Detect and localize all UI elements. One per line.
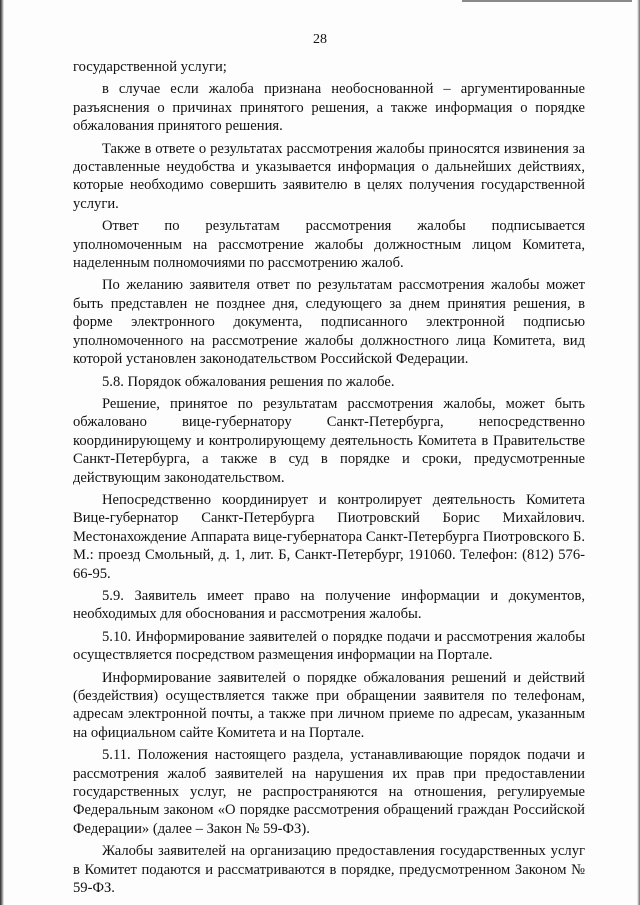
page-number: 28 — [313, 32, 327, 47]
scan-top-mark — [462, 0, 632, 2]
paragraph: Жалобы заявителей на организацию предоставления государственных услуг в Комитет подаются и рассматриваются в порядке, предусмотренном Законом № 59-ФЗ. — [73, 843, 585, 897]
paragraph: в случае если жалоба признана необоснованной – аргументированные разъяснения о причинах принятого решения, а также информация о порядке обжалования принятого решения. — [73, 81, 585, 135]
paragraph: Также в ответе о результатах рассмотрения жалобы приносятся извинения за доставленные неудобства и указывается информация о дальнейших действиях, которые необходимо совершить заявителю в целях получения государственной услуги. — [73, 140, 585, 212]
paragraph: Решение, принятое по результатам рассмотрения жалобы, может быть обжаловано вице-губернатору Санкт-Петербурга, непосредственно координирующему и контролирующему деятельность Комитета в Правительстве Санкт-Петербурга, а также в суд в порядке и сроки, предусмотренные действующим законодательством. — [73, 395, 585, 486]
scan-edge-left — [0, 0, 4, 905]
paragraph-5-11: 5.11. Положения настоящего раздела, устанавливающие порядок подачи и рассмотрения жалоб заявителей на нарушения их прав при предоставлении государственных услуг, не распространяются на отношения, регулируемые Федеральным законом «О порядке рассмотрения обращений граждан Российской Федерации» (далее – Закон № 59-ФЗ). — [73, 747, 585, 837]
section-heading-5-8: 5.8. Порядок обжалования решения по жалобе. — [102, 373, 395, 390]
paragraph: государственной услуги; — [73, 59, 227, 75]
document-body — [73, 58, 585, 901]
paragraph: По желанию заявителя ответ по результатам рассмотрения жалобы может быть представлен не позднее дня, следующего за днем принятия решения, в форме электронного документа, подписанного электронной подписью уполномоченного на рассмотрение жалобы должностного лица Комитета, вид которой установлен законодательством Российской Федерации. — [73, 277, 585, 368]
paragraph-5-9: 5.9. Заявитель имеет право на получение информации и документов, необходимых для обоснования и рассмотрения жалобы. — [73, 587, 585, 623]
paragraph: Информирование заявителей о порядке обжалования решений и действий (бездействия) осуществляется также при обращении заявителя по телефонам, адресам электронной почты, а также при личном приеме по адресам, указанным на официальном сайте Комитета и на Портале. — [73, 669, 585, 741]
paragraph: Ответ по результатам рассмотрения жалобы подписывается уполномоченным на рассмотрение жалобы должностным лицом Комитета, наделенным полномочиями по рассмотрению жалоб. — [73, 218, 585, 272]
paragraph-5-10: 5.10. Информирование заявителей о порядке подачи и рассмотрения жалобы осуществляется посредством размещения информации на Портале. — [73, 628, 585, 664]
paragraph: Непосредственно координирует и контролирует деятельность Комитета Вице-губернатор Санкт-Петербурга Пиотровский Борис Михайлович. Местонахождение Аппарата вице-губернатора Санкт-Петербурга Пиотровского Б. М.: проезд Смольный, д. 1, лит. Б, Санкт-Петербург, 191060. Телефон: (812) 576-66-95. — [73, 491, 585, 582]
